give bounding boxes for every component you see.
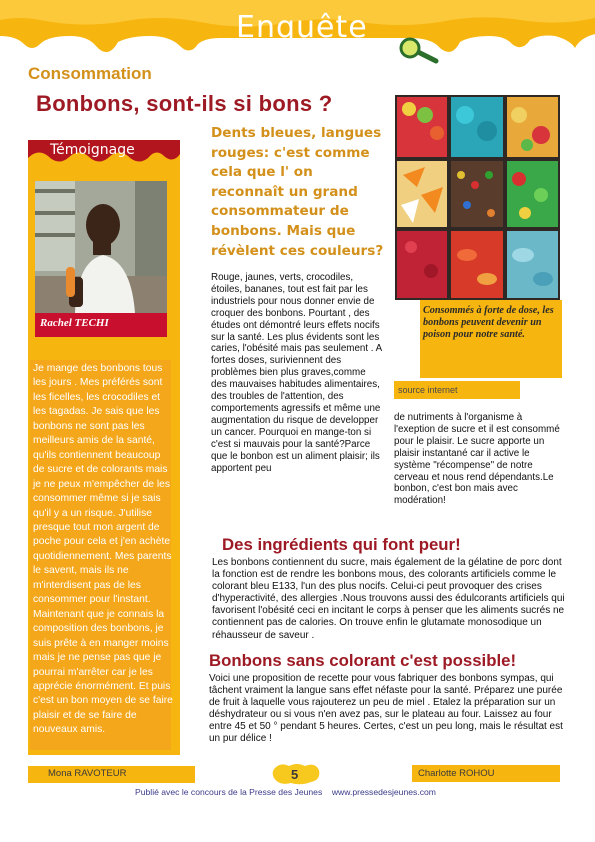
banner-title: Enquête bbox=[236, 10, 368, 45]
section-heading-recipe: Bonbons sans colorant c'est possible! bbox=[209, 651, 517, 670]
testimonial-text: Je mange des bonbons tous les jours . Mes préférés sont les ficelles, les crocodiles et les tagadas. Je sais que les bonbons ne sont pas les meilleurs amis de la santé, qu'ils contiennent beaucoup de sucre et de colorants mais je ne peux m'empêcher de les consommer même si je sais qu'il y a un risque. J'utilise presque tout mon argent de poche pour cela et j'en achète quotidiennement. Mes parents le savent, mais ils ne m'interdisent pas de les consommer pour l'instant. Maintenant que je connais la composition des bonbons, je suis prête à en manger moins mais je ne pense pas que je pourrai m'arrêter car je les apprécie énormément. Et puis c'est un bon moyen de se faire plaisir et de se faire de nouveaux amis. bbox=[33, 363, 173, 736]
article-body-right: de nutriments à l'organisme à l'exeption de sucre et il est consommé pour le plaisir. Le sucre apporte un plaisir instantané car il active le système "récompense" de notre cerveau et nous rend dépendants.Le bonbon, c'est bon mais avec modération! bbox=[394, 412, 560, 507]
photo-source: source internet bbox=[398, 385, 458, 395]
section-text-recipe: Voici une proposition de recette pour vous fabriquer des bonbons sympas, qui tâchent vraiment la langue sans effet néfaste pour la santé. Préparez une purée de fruit à laquelle vous rajouterez un peu de miel . Etalez la préparation sur un déshydrateur ou si vous n'en avez pas, sur le plateau au four. Laissez au four entre 45 et 50 ° pendant 5 heures. Certes, c'est un peu long, mais le résultat est un pur délice ! bbox=[209, 673, 563, 745]
section-text-ingredients: Les bonbons contiennent du sucre, mais également de la gélatine de porc dont la fonction est de rendre les bonbons mous, des colorants artificiels comme le colorant bleu E133, l'un des plus nocifs. Celui-ci peut provoquer des crises d'hyperactivité, des allergies .Nous trouvons aussi des édulcorants artificiels qui favorisent l'obésité ceci en incitant le corps à penser que les aliments sucrés ne contiennent pas de calories. On trouve enfin le glutamate monosodique un réhausseur de saveur . bbox=[212, 557, 565, 641]
article-subheading: Dents bleues, langues rouges: c'est comme cela que l' on reconnaît un grand consommateur de bonbons. Mais que révèlent ces couleurs? bbox=[211, 125, 384, 259]
article-body-middle: Rouge, jaunes, verts, crocodiles, étoiles, bananes, tout est fait par les industriels pour nous donner envie de croquer des bonbons. Pourtant , des études ont démontré leurs effets nocifs sur la santé. Les plus évidents sont les caries, l'obésité mais pas seulement . A fortes doses, suriviennent des problèmes bien plus graves,comme des mauvaises habitudes alimentaires, des troubles de l'attention, des comportements agressifs et même une augmentation du risque de developper un cancer. Pourquoi en mange-ton si c'est si mauvais pour la santé?Parce que le bonbon est un aliment plaisir; ils apportent peu bbox=[211, 272, 382, 474]
magnifying-glass-icon bbox=[398, 36, 440, 64]
author-left: Mona RAVOTEUR bbox=[48, 768, 127, 779]
testimonial-label: Témoignage bbox=[50, 142, 135, 158]
page-headline: Bonbons, sont-ils si bons ? bbox=[36, 91, 333, 116]
testimonial-photo bbox=[35, 181, 167, 313]
section-heading-ingredients: Des ingrédients qui font peur! bbox=[222, 535, 461, 554]
candy-photo bbox=[395, 95, 560, 300]
page-number: 5 bbox=[291, 767, 299, 782]
author-right: Charlotte ROHOU bbox=[418, 768, 495, 779]
photo-note: Consommés à forte de dose, les bonbons peuvent devenir un poison pour notre santé. bbox=[423, 305, 554, 340]
section-label: Consommation bbox=[28, 64, 152, 83]
publisher-line: Publié avec le concours de la Presse des Jeunes www.pressedesjeunes.com bbox=[135, 787, 436, 797]
photo-caption: Rachel TECHI bbox=[40, 317, 109, 329]
